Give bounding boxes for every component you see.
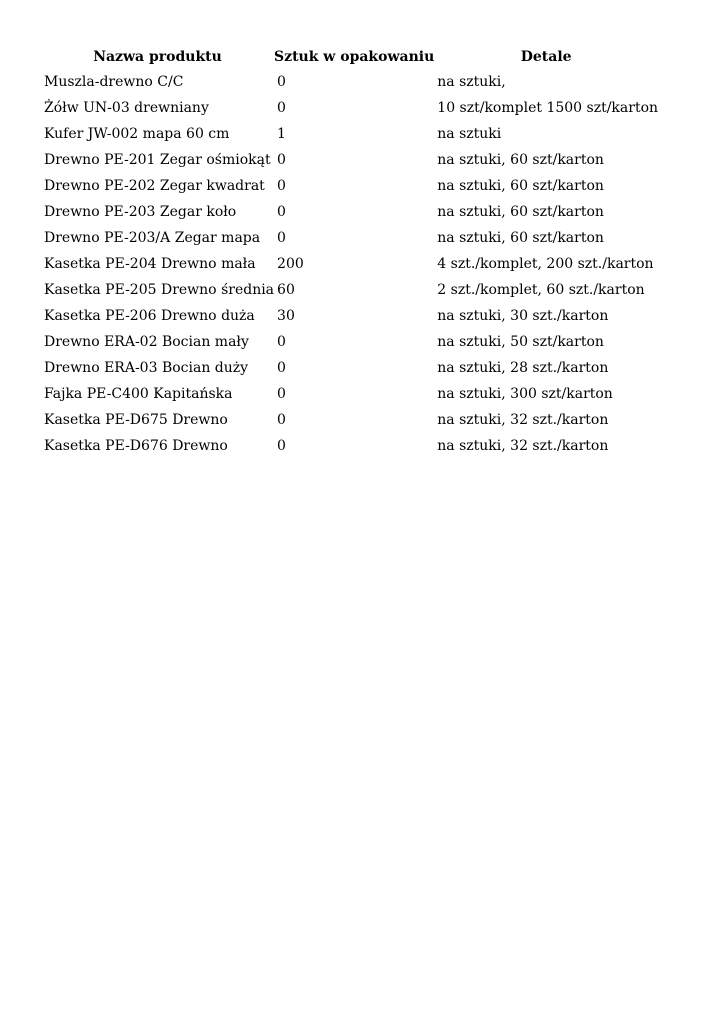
quantity-cell: 200 (277, 256, 304, 272)
quantity-cell: 0 (277, 204, 286, 220)
details-cell: na sztuki, (437, 74, 506, 90)
product-name-cell: Kufer JW-002 mapa 60 cm (44, 126, 230, 142)
details-cell: na sztuki, 32 szt./karton (437, 412, 609, 428)
table-row (41, 355, 658, 381)
details-cell: 4 szt./komplet, 200 szt./karton (437, 256, 654, 272)
details-cell: na sztuki (437, 126, 502, 142)
details-cell: na sztuki, 300 szt/karton (437, 386, 613, 402)
details-cell: na sztuki, 30 szt./karton (437, 308, 609, 324)
product-name-cell: Drewno PE-202 Zegar kwadrat (44, 178, 265, 194)
quantity-cell: 30 (277, 308, 295, 324)
quantity-cell: 0 (277, 178, 286, 194)
details-cell: na sztuki, 60 szt/karton (437, 204, 604, 220)
details-cell: na sztuki, 60 szt/karton (437, 230, 604, 246)
table-row (41, 303, 658, 329)
product-name-cell: Fajka PE-C400 Kapitańska (44, 386, 233, 402)
product-name-cell: Drewno PE-203/A Zegar mapa (44, 230, 261, 246)
product-name-cell: Kasetka PE-D675 Drewno (44, 412, 228, 428)
table-row (41, 225, 658, 251)
table-row (41, 199, 658, 225)
product-name-cell: Drewno ERA-02 Bocian mały (44, 334, 249, 350)
product-name-cell: Drewno PE-201 Zegar ośmiokąt (44, 152, 271, 168)
quantity-cell: 0 (277, 230, 286, 246)
details-cell: na sztuki, 60 szt/karton (437, 152, 604, 168)
quantity-cell: 0 (277, 386, 286, 402)
details-cell: 10 szt/komplet 1500 szt/karton (437, 100, 659, 116)
product-name-cell: Drewno PE-203 Zegar koło (44, 204, 237, 220)
table-row (41, 121, 658, 147)
quantity-cell: 0 (277, 438, 286, 454)
header-quantity: Sztuk w opakowaniu (274, 48, 435, 65)
table-row (41, 433, 658, 459)
header-product-name: Nazwa produktu (93, 48, 222, 65)
product-name-cell: Kasetka PE-205 Drewno średnia (44, 282, 275, 298)
quantity-cell: 0 (277, 360, 286, 376)
table-row (41, 381, 658, 407)
header-details: Detale (520, 48, 572, 65)
details-cell: na sztuki, 28 szt./karton (437, 360, 609, 376)
quantity-cell: 0 (277, 412, 286, 428)
product-name-cell: Kasetka PE-206 Drewno duża (44, 308, 255, 324)
table-row (41, 251, 658, 277)
details-cell: 2 szt./komplet, 60 szt./karton (437, 282, 645, 298)
quantity-cell: 0 (277, 334, 286, 350)
table-row (41, 173, 658, 199)
details-cell: na sztuki, 60 szt/karton (437, 178, 604, 194)
details-cell: na sztuki, 32 szt./karton (437, 438, 609, 454)
table-row (41, 277, 658, 303)
table-row (41, 69, 658, 95)
quantity-cell: 0 (277, 100, 286, 116)
product-name-cell: Muszla-drewno C/C (44, 74, 184, 90)
product-name-cell: Żółw UN-03 drewniany (44, 100, 209, 116)
quantity-cell: 0 (277, 152, 286, 168)
table-row (41, 95, 658, 121)
table-row (41, 147, 658, 173)
table-row (41, 407, 658, 433)
quantity-cell: 1 (277, 126, 286, 142)
products-table (41, 44, 658, 459)
table-row (41, 329, 658, 355)
quantity-cell: 0 (277, 74, 286, 90)
details-cell: na sztuki, 50 szt/karton (437, 334, 604, 350)
product-name-cell: Kasetka PE-204 Drewno mała (44, 256, 256, 272)
table-header-row (41, 44, 658, 69)
product-name-cell: Kasetka PE-D676 Drewno (44, 438, 228, 454)
quantity-cell: 60 (277, 282, 295, 298)
product-name-cell: Drewno ERA-03 Bocian duży (44, 360, 249, 376)
